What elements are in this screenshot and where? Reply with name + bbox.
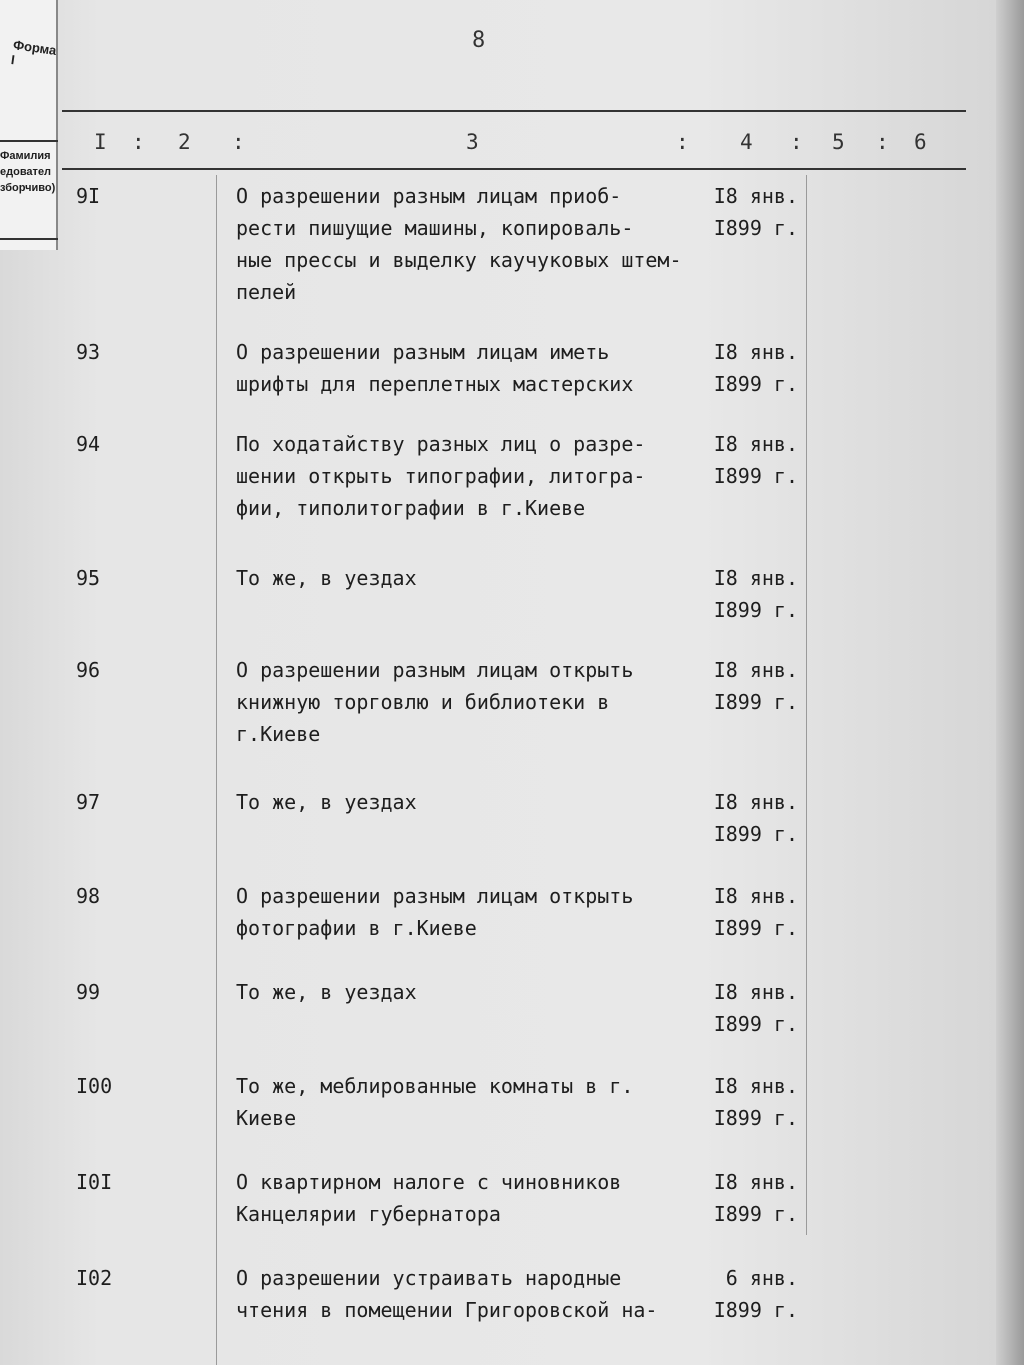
column-separator: : bbox=[232, 130, 245, 154]
row-date: I8 янв. I899 г. bbox=[713, 340, 798, 396]
row-number: 96 bbox=[76, 658, 101, 682]
row-title: О разрешении разным лицам приоб- рести пишущие машины, копироваль- ные прессы и выделку каучуковых штем- пелей bbox=[236, 184, 682, 304]
side-header-line: Фамилия bbox=[0, 150, 51, 162]
row-number: I0I bbox=[76, 1170, 113, 1194]
row-title: То же, в уездах bbox=[236, 980, 417, 1004]
row-number: 93 bbox=[76, 340, 101, 364]
row-date: I8 янв. I899 г. bbox=[713, 566, 798, 622]
row-title: О разрешении разным лицам открыть книжную торговлю и библиотеки в г.Киеве bbox=[236, 658, 634, 746]
column-separator: : bbox=[790, 130, 803, 154]
row-title: По ходатайству разных лиц о разре- шении открыть типографии, литогра- фии, типолитографии в г.Киеве bbox=[236, 432, 646, 520]
side-header-line: едовател bbox=[0, 166, 52, 178]
column-divider bbox=[806, 175, 807, 1235]
row-title: О разрешении устраивать народные чтения в помещении Григоровской на- bbox=[236, 1266, 658, 1322]
row-date: I8 янв. I899 г. bbox=[713, 1074, 798, 1130]
column-separator: : bbox=[676, 130, 689, 154]
row-title: То же, в уездах bbox=[236, 566, 417, 590]
header-top-rule bbox=[62, 110, 966, 112]
column-header-3: 3 bbox=[466, 130, 479, 154]
column-separator: : bbox=[132, 130, 145, 154]
header-bottom-rule bbox=[62, 168, 966, 170]
side-header-line: зборчиво) bbox=[0, 182, 56, 194]
column-header-1: I bbox=[94, 130, 107, 154]
row-date: I8 янв. I899 г. bbox=[713, 790, 798, 846]
row-date: I8 янв. I899 г. bbox=[713, 980, 798, 1036]
row-date: I8 янв. I899 г. bbox=[713, 184, 798, 240]
column-header-5: 5 bbox=[832, 130, 845, 154]
column-divider bbox=[216, 175, 217, 1365]
column-header-4: 4 bbox=[740, 130, 753, 154]
page-edge-shadow bbox=[996, 0, 1024, 1365]
form-label: Форма I bbox=[10, 37, 58, 68]
row-number: 99 bbox=[76, 980, 101, 1004]
row-title: О разрешении разным лицам открыть фотографии в г.Киеве bbox=[236, 884, 634, 940]
column-separator: : bbox=[876, 130, 889, 154]
row-date: I8 янв. I899 г. bbox=[713, 884, 798, 940]
row-number: 95 bbox=[76, 566, 101, 590]
underlying-form-header bbox=[0, 140, 58, 240]
column-header-6: 6 bbox=[914, 130, 927, 154]
underlying-form-strip bbox=[0, 0, 58, 250]
row-date: 6 янв. I899 г. bbox=[713, 1266, 798, 1322]
column-header-2: 2 bbox=[178, 130, 191, 154]
page-number: 8 bbox=[472, 28, 486, 53]
row-title: О квартирном налоге с чиновников Канцелярии губернатора bbox=[236, 1170, 622, 1226]
row-title: О разрешении разным лицам иметь шрифты для переплетных мастерских bbox=[236, 340, 634, 396]
row-date: I8 янв. I899 г. bbox=[713, 1170, 798, 1226]
row-title: То же, в уездах bbox=[236, 790, 417, 814]
row-number: 98 bbox=[76, 884, 101, 908]
row-date: I8 янв. I899 г. bbox=[713, 432, 798, 488]
row-number: 9I bbox=[76, 184, 101, 208]
row-date: I8 янв. I899 г. bbox=[713, 658, 798, 714]
row-title: То же, меблированные комнаты в г. Киеве bbox=[236, 1074, 634, 1130]
row-number: I02 bbox=[76, 1266, 113, 1290]
row-number: 94 bbox=[76, 432, 101, 456]
row-number: I00 bbox=[76, 1074, 113, 1098]
row-number: 97 bbox=[76, 790, 101, 814]
